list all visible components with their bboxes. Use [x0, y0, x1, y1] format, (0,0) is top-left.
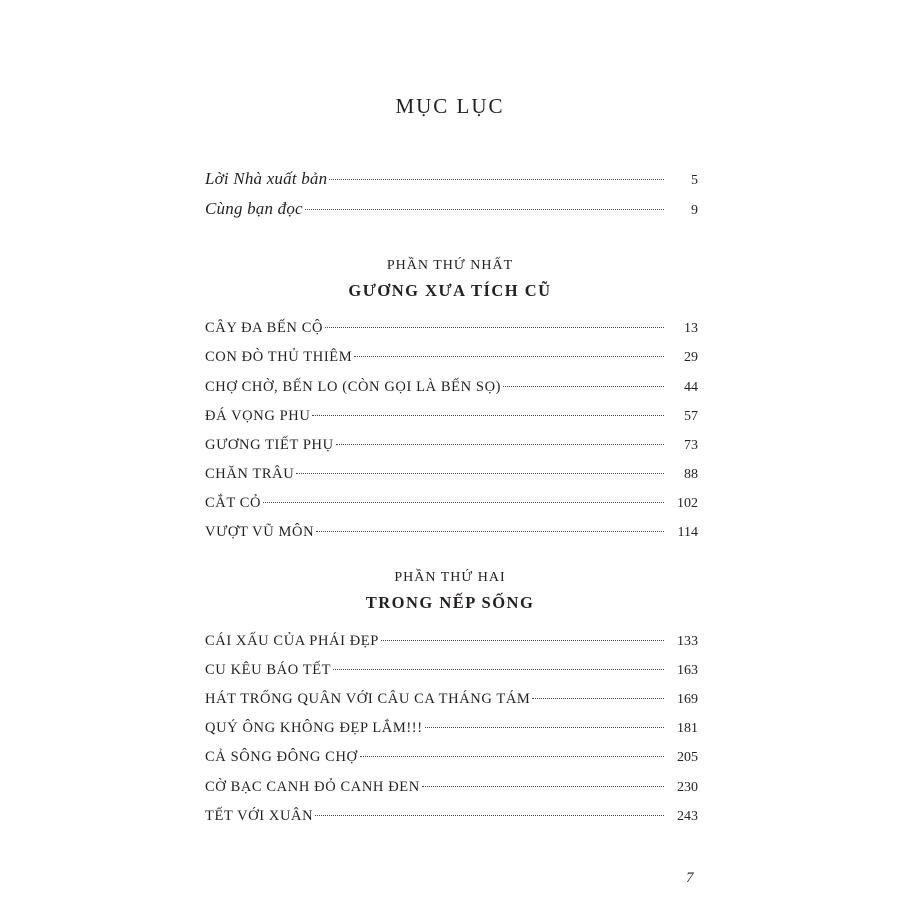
dot-leader — [315, 814, 664, 816]
toc-entry[interactable] — [205, 433, 698, 457]
toc-entry-label: CẮT CỎ — [205, 495, 262, 511]
toc-entry-label: CHĂN TRÂU — [205, 466, 295, 482]
toc-entry[interactable] — [205, 520, 698, 544]
toc-entry[interactable] — [205, 658, 698, 682]
toc-entry-page: 243 — [677, 809, 698, 824]
dot-leader — [360, 755, 664, 757]
toc-entry-page: 205 — [677, 750, 698, 765]
dot-leader — [381, 639, 664, 641]
toc-entry-page: 102 — [677, 496, 698, 511]
toc-entry-label: CHỢ CHỜ, BẾN LO (CÒN GỌI LÀ BẾN SỌ) — [205, 379, 502, 395]
toc-entry[interactable] — [205, 716, 698, 740]
part-1-title: GƯƠNG XƯA TÍCH CŨ — [348, 281, 552, 300]
toc-entry-label: Lời Nhà xuất bản — [205, 169, 328, 188]
toc-entry-page: 44 — [684, 380, 698, 395]
toc-entry-label: GƯƠNG TIẾT PHỤ — [205, 437, 334, 453]
toc-entry[interactable] — [205, 462, 698, 486]
dot-leader — [354, 355, 664, 357]
dot-leader — [312, 414, 664, 416]
toc-entry-page: 73 — [684, 438, 698, 453]
part-2-title: TRONG NẾP SỐNG — [365, 593, 535, 612]
page-title: MỤC LỤC — [395, 94, 505, 118]
dot-leader — [532, 697, 664, 699]
toc-entry[interactable] — [205, 375, 698, 399]
toc-entry-label: Cùng bạn đọc — [205, 199, 303, 218]
toc-entry-label: CÂY ĐA BẾN CỘ — [205, 320, 324, 336]
toc-entry-front-2[interactable] — [205, 197, 698, 221]
toc-entry-page: 9 — [691, 203, 698, 218]
toc-entry-page: 57 — [684, 409, 698, 424]
toc-entry-page: 5 — [691, 173, 698, 188]
toc-entry[interactable] — [205, 775, 698, 799]
toc-entry[interactable] — [205, 745, 698, 769]
part-2-heading — [0, 569, 900, 615]
part-1-heading — [0, 257, 900, 303]
toc-entry-page: 29 — [684, 350, 698, 365]
toc-entry-label: ĐÁ VỌNG PHU — [205, 408, 311, 424]
part-2-subtitle: PHẦN THỨ HAI — [394, 570, 506, 585]
toc-entry-page: 88 — [684, 467, 698, 482]
toc-entry-label: TẾT VỚI XUÂN — [205, 808, 314, 824]
toc-entry-label: CON ĐÒ THỦ THIÊM — [205, 349, 353, 365]
dot-leader — [316, 530, 664, 532]
toc-entry-page: 114 — [677, 525, 698, 540]
dot-leader — [336, 443, 664, 445]
toc-entry-page: 163 — [677, 663, 698, 678]
dot-leader — [263, 501, 664, 503]
toc-entry[interactable] — [205, 345, 698, 369]
toc-entry[interactable] — [205, 804, 698, 828]
dot-leader — [425, 726, 664, 728]
toc-entry-label: VƯỢT VŨ MÔN — [205, 524, 315, 540]
dot-leader — [329, 178, 664, 180]
toc-entry-page: 169 — [677, 692, 698, 707]
toc-entry[interactable] — [205, 629, 698, 653]
toc-entry-page: 13 — [684, 321, 698, 336]
toc-entry-label: CẢ SÔNG ĐÔNG CHỢ — [205, 749, 358, 765]
toc-entry-label: QUÝ ÔNG KHÔNG ĐẸP LẮM!!! — [205, 720, 423, 736]
toc-entry[interactable] — [205, 404, 698, 428]
toc-entry[interactable] — [205, 316, 698, 340]
toc-entry[interactable] — [205, 687, 698, 711]
toc-entry-label: CỜ BẠC CANH ĐỎ CANH ĐEN — [205, 779, 420, 795]
toc-entry-front-1[interactable] — [205, 167, 698, 191]
toc-entry-label: HÁT TRỐNG QUÂN VỚI CÂU CA THÁNG TÁM — [205, 691, 531, 707]
toc-entry-label: CÁI XẤU CỦA PHÁI ĐẸP — [205, 633, 379, 649]
toc-entry[interactable] — [205, 491, 698, 515]
dot-leader — [296, 472, 664, 474]
dot-leader — [305, 208, 664, 210]
dot-leader — [503, 385, 664, 387]
dot-leader — [333, 668, 664, 670]
toc-entry-page: 181 — [677, 721, 698, 736]
part-1-subtitle: PHẦN THỨ NHẤT — [386, 258, 514, 273]
dot-leader — [325, 326, 664, 328]
toc-entry-page: 133 — [677, 634, 698, 649]
page-number: 7 — [686, 870, 694, 886]
dot-leader — [422, 785, 664, 787]
toc-entry-page: 230 — [677, 780, 698, 795]
toc-entry-label: CU KÊU BÁO TẾT — [205, 662, 332, 678]
